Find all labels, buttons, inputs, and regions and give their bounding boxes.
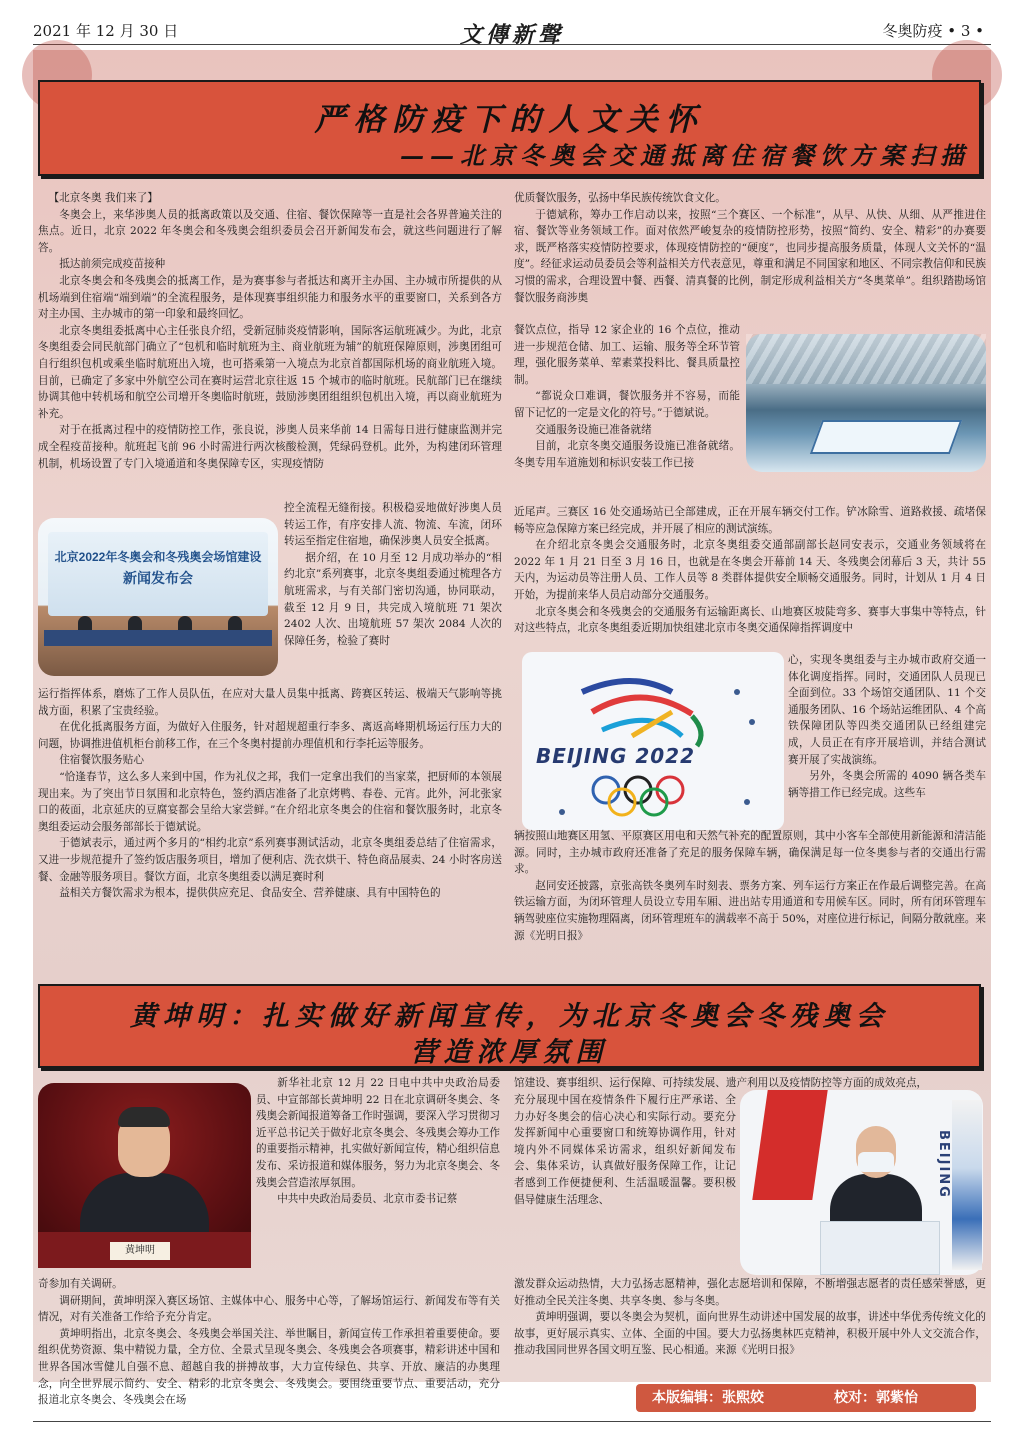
speaker-mask [858,1152,894,1172]
backdrop-text-line2: 新闻发布会 [123,570,193,586]
paragraph: 在优化抵离服务方面，为做好入住服务，针对超规超重行李多、离返高峰期机场运行压力大的问题，协调推进值机柜台前移工作，在三个冬奥村提前办理值机和行李托运等服务。 [38,721,502,750]
conference-table [44,630,272,646]
paragraph: 于德斌表示，通过两个多月的“相约北京”系列赛事测试活动，北京冬奥组委总结了住宿需求，又进一步规范提升了签约饭店服务项目，增加了便利店、洗衣烘干、特色商品展卖、24 小时客房送餐、金融等服务项目。餐饮方面，北京冬奥组委以满足赛时利 [38,837,502,883]
article2-right-bottom-text [514,1276,986,1380]
ice-sheet [810,420,962,454]
paragraph: 优质餐饮服务，弘扬中华民族传统饮食文化。 [514,192,726,204]
page-header [0,0,1024,48]
national-flag [752,1090,827,1200]
paragraph: 目前，北京冬奥交通服务设施已准备就绪。冬奥专用车道施划和标识安装工作已接 [514,440,740,469]
paragraph: 黄坤明强调，要以冬奥会为契机，面向世界生动讲述中国发展的故事，讲述中华优秀传统文化的故事，更好展示真实、立体、全面的中国。要大力弘扬奥林匹克精神，积极开展中外人文交流合作，推动我国同世界各国文明互鉴、民心相通。来源《光明日报》 [514,1311,986,1357]
paragraph: 另外，冬奥会所需的 4090 辆各类车辆等措工作已经完成。这些车 [788,770,986,799]
article1-right-wrap2-text [788,652,986,826]
paragraph: 奇参加有关调研。 [38,1278,123,1290]
press-center-speaker-photo [740,1090,983,1275]
paragraph: 近尾声。三赛区 16 处交通场站已全部建成，正在开展车辆交付工作。铲冰除雪、道路救援、疏堵保畅等应急保障方案已经完成，并开展了相应的测试演练。 [514,506,986,535]
article2-title-line2: 营造浓厚氛围 [410,1037,609,1068]
name-plate: 黄坤明 [110,1242,170,1260]
article1-left-wrap-text [284,500,502,686]
article1-lead: 【北京冬奥 我们来了】 [48,192,158,204]
article1-right-mid-text [514,504,986,650]
paragraph: 于德斌称，筹办工作启动以来，按照“三个赛区、一个标准”，从早、从快、从细、从严推进住宿、餐饮等业务领域工作。面对依然严峻复杂的疫情防控形势，按照“简约、安全、精彩”的办赛要求，既严格落实疫情防控要求，体现疫情防控的“硬度”，也同步提高服务质量，体现人文关怀的“温度”。经征求运动员委员会等利益相关方代表意见，尊重和满足不同国家和地区、不同宗教信仰和民族习惯的需求，合理设置中餐、西餐、清真餐的比例，制定形成利益相关方“冬奥菜单”。组织踏勘场馆餐饮服务商涉奥 [514,208,986,304]
beijing-2022-emblem-photo [522,652,784,830]
backdrop-text-line1: 北京2022年冬奥会和冬残奥会场馆建设 [54,550,262,564]
article1-left-top-text [38,190,502,500]
emblem-graphic [522,652,784,830]
paragraph: 辆按照山地赛区用氢、平原赛区用电和天然气补充的配置原则，其中小客车全部使用新能源和清洁能源。同时，主办城市政府还准备了充足的服务保障车辆，确保满足每一位冬奥参与者的交通出行需求。 [514,830,986,876]
speaker-lectern [820,1221,940,1275]
header-rule [33,44,991,45]
paragraph: “恰逢春节，这么多人来到中国，作为礼仪之邦，我们一定拿出我们的当家菜，把厨师的本领展现出来。为了突出节日氛围和北京特色，签约酒店准备了北京烤鸭、春卷、元宵。此外，河北张家口的莜面，北京延庆的豆腐宴都会呈给大家尝鲜。”在介绍北京冬奥会的住宿和餐饮服务时，北京冬奥组委运动会服务部部长于德斌说。 [38,770,502,833]
paragraph: 益相关方餐饮需求为根本，提供供应充足、食品安全、营养健康、具有中国特色的 [59,887,441,900]
paragraph: 运行指挥体系，磨炼了工作人员队伍，在应对大量人员集中抵离、跨赛区转运、极端天气影响等挑战方面，积累了宝贵经验。 [38,688,502,717]
emblem-wordmark: BEIJING 2022 [536,744,696,768]
article1-title-banner [38,80,981,176]
article2-left-wrap-text [256,1075,500,1275]
article2-title-line1: 黄坤明：扎实做好新闻宣传，为北京冬奥会冬残奥会 [130,1001,889,1032]
paragraph: 馆建设、赛事组织、运行保障、可持续发展、遗产利用以及疫情防控等方面的成效亮点， [514,1077,928,1089]
article1-left-bottom-text [38,686,502,962]
editor-credit: 本版编辑：张熙姣 [652,1390,764,1406]
subheading: 住宿餐饮服务贴心 [59,754,144,767]
footer-rule [33,1421,991,1422]
editor-credit-bar [636,1384,976,1412]
paragraph: 控全流程无缝衔接。积极稳妥地做好涉奥人员转运工作，有序安排人流、物流、车流，闭环转运至指定住宿地，确保涉奥人员安全抵离。 [284,502,502,548]
paragraph: 对于在抵离过程中的疫情防控工作，张良说，涉奥人员来华前 14 日需每日进行健康监测并完成全程疫苗接种。航班起飞前 96 小时需进行两次核酸检测，凭绿码登机。此外，为构建闭环管理机制，机场设置了专门入境通道和冬奥保障专区，实现疫情防 [38,424,502,470]
paragraph: 在介绍北京冬奥会交通服务时，北京冬奥组委交通部副部长赵同安表示，交通业务领域将在 2022 年 1 月 21 日至 3 月 16 日，也就是在冬奥会开幕前 14 天、冬残奥会闭幕后 3 天，共计 55 天内，为运动员等注册人员、工作人员等 8 类群体提供安全顺畅交通服务。同时，计划从 1 月 4 日开始，为提前来华人员启动部分交通服务。 [514,539,986,601]
article1-right-bottom-text [514,828,986,968]
section-label: 冬奥防疫 • 3 • [882,22,984,40]
olympic-banner [952,1100,982,1270]
ice-arena-photo [746,334,986,472]
huang-kunming-photo [38,1083,251,1268]
banner-wordmark: BEIJING [936,1130,951,1199]
paragraph: 北京冬奥组委抵离中心主任张良介绍，受新冠肺炎疫情影响，国际客运航班减少。为此，北京冬奥组委会同民航部门确立了“包机和临时航班为主、商业航班为辅”的航班保障原则，涉奥团组可自行组织包机或乘坐临时航班出入境，也可搭乘第一入境点为北京首都国际机场的商业航班入境。目前，已确定了多家中外航空公司在赛时运营北京往返 15 个城市的临时航班。民航部门已在继续协调其他中转机场和航空公司增开冬奥临时航班，鼓励涉奥团组组织包机出入境，再以商业航班为补充。 [38,324,502,420]
proofreader-credit: 校对：郭紫怡 [834,1390,918,1406]
paragraph: 激发群众运动热情，大力弘扬志愿精神，强化志愿培训和保障，不断增强志愿者的责任感荣誉感，更好推动全民关注冬奥、共享冬奥、参与冬奥。 [514,1278,986,1307]
paragraph: 中共中央政治局委员、北京市委书记蔡 [277,1193,458,1206]
paragraph: 心，实现冬奥组委与主办城市政府交通一体化调度指挥。同时，交通团队人员现已全面到位。33 个场馆交通团队、11 个交通服务团队、16 个场站运维团队、4 个高铁保障团队等四类交通团队已经组建完成，人员正在有序开展培训，并结合测试赛开展了实战演练。 [788,654,986,766]
subheading: 抵达前须完成疫苗接种 [59,258,166,271]
portrait-hair [118,1107,170,1127]
article1-right-top-text [514,190,986,330]
subheading: 交通服务设施已准备就绪 [535,423,652,436]
paragraph: 北京冬奥会和冬残奥会的抵离工作，是为赛事参与者抵达和离开主办国、主办城市所提供的从机场端到住宿端“端到端”的全流程服务，是体现赛事组织能力和服务水平的重要窗口，关系到各方对主办国、主办城市的第一印象和最终回忆。 [38,274,502,321]
article1-right-wrap-text [514,322,740,504]
paragraph: 充分展现中国在疫情条件下履行庄严承诺、全力办好冬奥会的信心决心和实际行动。要充分发挥新闻中心重要窗口和统筹协调作用，针对境内外不同媒体采访需求，组织好新闻发布会、集体采访，认真做好服务保障工作，让记者感到工作便捷便利、生活温暖温馨。要积极倡导健康生活理念、 [514,1094,736,1206]
paragraph: 调研期间，黄坤明深入赛区场馆、主媒体中心、服务中心等，了解场馆运行、新闻发布等有关情况，对有关准备工作给予充分肯定。 [38,1294,500,1324]
issue-date: 2021 年 12 月 30 日 [33,22,179,40]
arena-roof [746,334,986,384]
paragraph: “都说众口难调，餐饮服务并不容易，而能留下记忆的一定是文化的符号。”于德斌说。 [514,390,740,419]
article2-title-banner [38,984,981,1068]
paragraph: 北京冬奥会和冬残奥会的交通服务有运输距离长、山地赛区坡陡弯多、赛事大事集中等特点，针对这些特点，北京冬奥组委近期加快组建北京市冬奥交通保障指挥调度中 [514,605,986,635]
article1-subtitle: ——北京冬奥会交通抵离住宿餐饮方案扫描 [400,141,970,170]
article2-right-wrap-text [514,1092,736,1276]
paragraph: 餐饮点位，指导 12 家企业的 16 个点位，推动进一步规范仓储、加工、运输、服务等全环节管理，强化服务菜单、荤素菜投料比、餐具质量控制。 [514,324,740,386]
paragraph: 冬奥会上，来华涉奥人员的抵离政策以及交通、住宿、餐饮保障等一直是社会各界普遍关注的焦点。近日，北京 2022 年冬奥会和冬残奥会组织委员会召开新闻发布会，就这些问题进行了解答。 [38,208,502,254]
press-conference-photo [38,518,278,676]
article1-title: 严格防疫下的人文关怀 [314,102,705,138]
article2-left-bottom-text [38,1276,500,1407]
paragraph: 赵同安还披露，京张高铁冬奥列车时刻表、票务方案、列车运行方案正在作最后调整完善。在高铁运输方面，为闭环管理人员设立专用车厢、进出站专用通道和专用候车区。同时，所有闭环管理车辆驾驶座位实施物理隔离，闭环管理班车的满载率不高于 50%，对座位进行标记，间隔分散就座。来源《光明日报》 [514,879,986,942]
paragraph: 黄坤明指出，北京冬奥会、冬残奥会举国关注、举世瞩目，新闻宣传工作承担着重要使命。要组织优势资源、集中精锐力量，全方位、全景式呈现冬奥会、冬残奥会各项赛事，精彩讲述中国和世界各国冰雪健儿自强不息、超越自我的拼搏故事，大力宣传绿色、共享、开放、廉洁的办奥理念，向全世界展示简约、安全、精彩的北京冬奥会、冬残奥会。要围绕重要节点、重要活动，充分报道北京冬奥会、冬残奥会在场 [38,1327,500,1407]
masthead-logo: 文傳新聲 [459,22,564,48]
paragraph: 新华社北京 12 月 22 日电中共中央政治局委员、中宣部部长黄坤明 22 日在北京调研冬奥会、冬残奥会新闻报道筹备工作时强调，要深入学习贯彻习近平总书记关于做好北京冬奥会、冬残奥会筹办工作的重要指示精神，扎实做好新闻宣传，精心组织信息发布、采访报道和媒体服务，努力为北京冬奥会、冬残奥会营造浓厚氛围。 [256,1077,500,1189]
paragraph: 据介绍，在 10 月至 12 月成功举办的“相约北京”系列赛事，北京冬奥组委通过梳理各方航班需求，与有关部门密切沟通，协同联动，截至 12 月 9 日，共完成入境航班 71 架次 2402 人次、出境航班 57 架次 2084 人次的保障任务，检验了赛时 [284,551,502,647]
